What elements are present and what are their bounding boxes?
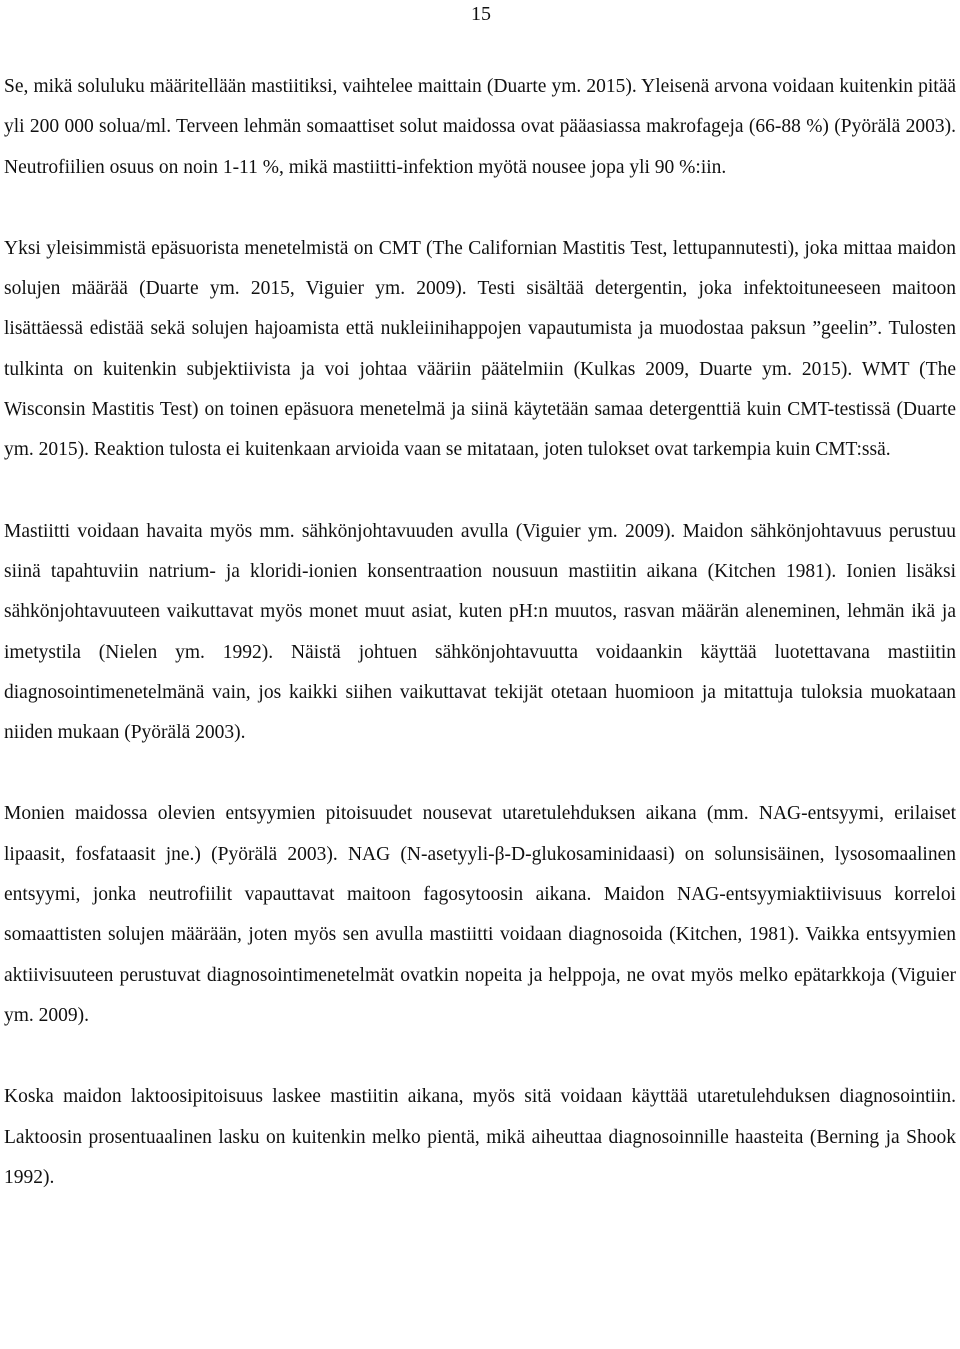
paragraph-somatic-cells: Se, mikä soluluku määritellään mastiitiksi, vaihtelee maittain (Duarte ym. 2015). Yleisenä arvona voidaan kuitenkin pitää yli 200 000 solua/ml. Terveen lehmän somaattiset solut maidossa ovat pääasiassa makrofageja (66-88 %) (Pyörälä 2003). Neutrofiilien osuus on noin 1-11 %, mikä mastiitti-infektion myötä nousee jopa yli 90 %:iin. [4,76,956,178]
document-body [4,67,956,1198]
paragraph-cmt-test: Yksi yleisimmistä epäsuorista menetelmistä on CMT (The Californian Mastitis Test, lettupannutesti), joka mittaa maidon solujen määrää (Duarte ym. 2015, Viguier ym. 2009). Testi sisältää detergentin, joka infektoituneeseen maitoon lisättäessä edistää sekä solujen hajoamista että nukleiinihappojen vapautumista ja muodostaa paksun ”geelin”. Tulosten tulkinta on kuitenkin subjektiivista ja voi johtaa vääriin päätelmiin (Kulkas 2009, Duarte ym. 2015). WMT (The Wisconsin Mastitis Test) on toinen epäsuora menetelmä ja siinä käytetään samaa detergenttiä kuin CMT-testissä (Duarte ym. 2015). Reaktion tulosta ei kuitenkaan arvioida vaan se mitataan, joten tulokset ovat tarkempia kuin CMT:ssä. [4,237,956,461]
paragraph-conductivity: Mastiitti voidaan havaita myös mm. sähkönjohtavuuden avulla (Viguier ym. 2009). Maidon sähkönjohtavuus perustuu siinä tapahtuviin natrium- ja kloridi-ionien konsentraation nousuun mastiitin aikana (Kitchen 1981). Ionien lisäksi sähkönjohtavuuteen vaikuttavat myös monet muut asiat, kuten pH:n muutos, rasvan määrän aleneminen, lehmän ikä ja imetystila (Nielen ym. 1992). Näistä johtuen sähkönjohtavuutta voidaankin käyttää luotettavana mastiitin diagnosointimenetelmänä vain, jos kaikki siihen vaikuttavat tekijät otetaan huomioon ja mitattuja tuloksia muokataan niiden mukaan (Pyörälä 2003). [4,520,956,744]
paragraph-enzymes: Monien maidossa olevien entsyymien pitoisuudet nousevat utaretulehduksen aikana (mm. NAG-entsyymi, erilaiset lipaasit, fosfataasit jne.) (Pyörälä 2003). NAG (N-asetyyli-β-D-glukosaminidaasi) on solunsisäinen, lysosomaalinen entsyymi, jonka neutrofiilit vapauttavat maitoon fagosytoosin aikana. Maidon NAG-entsyymiaktiivisuus korreloi somaattisten solujen määrään, joten myös sen avulla mastiitti voidaan diagnosoida (Kitchen, 1981). Vaikka entsyymien aktiivisuuteen perustuvat diagnosointimenetelmät ovatkin nopeita ja helppoja, ne ovat myös melko epätarkkoja (Viguier ym. 2009). [4,803,956,1026]
page-number: 15 [471,3,491,25]
paragraph-lactose: Koska maidon laktoosipitoisuus laskee mastiitin aikana, myös sitä voidaan käyttää utaretulehduksen diagnosointiin. Laktoosin prosentuaalinen lasku on kuitenkin melko pientä, mikä aiheuttaa diagnosoinnille haasteita (Berning ja Shook 1992). [4,1086,956,1188]
